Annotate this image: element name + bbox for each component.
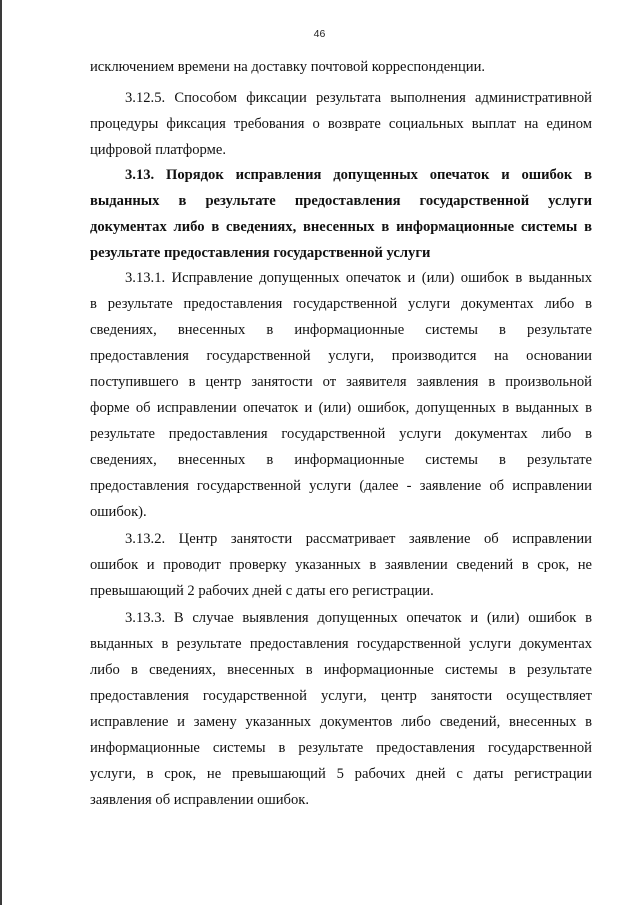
text-line: форме об исправлении опечаток и (или) ошибок, допущенных в выданных в	[90, 400, 592, 416]
text-line: 3.13.1. Исправление допущенных опечаток и (или) ошибок в выданных	[125, 270, 592, 286]
text-line: 3.12.5. Способом фиксации результата выполнения административной	[125, 90, 592, 106]
text-line: ошибок).	[90, 504, 147, 520]
text-line: ошибок и проводит проверку указанных в заявлении сведений в срок, не	[90, 557, 592, 573]
text-line: цифровой платформе.	[90, 142, 226, 158]
text-line: услуги, в срок, не превышающий 5 рабочих дней с даты регистрации	[90, 766, 592, 782]
text-line: исключением времени на доставку почтовой корреспонденции.	[90, 59, 486, 75]
text-line: заявления об исправлении ошибок.	[90, 792, 309, 808]
text-line: предоставления государственной услуги, производится на основании	[90, 348, 592, 364]
text-line: исправление и замену указанных документов либо сведений, внесенных в	[90, 714, 592, 730]
text-line: выданных в результате предоставления государственной услуги документах	[90, 636, 592, 652]
section-heading-line: 3.13. Порядок исправления допущенных опечаток и ошибок в	[125, 167, 592, 183]
text-line: предоставления государственной услуги (далее - заявление об исправлении	[90, 478, 592, 494]
text-line: либо в сведениях, внесенных в информационные системы в результате	[90, 662, 592, 678]
text-line: 3.13.3. В случае выявления допущенных опечаток и (или) ошибок в	[125, 610, 592, 626]
text-line: поступившего в центр занятости от заявителя заявления в произвольной	[90, 374, 592, 390]
text-line: предоставления государственной услуги, центр занятости осуществляет	[90, 688, 592, 704]
text-line: процедуры фиксация требования о возврате социальных выплат на едином	[90, 116, 592, 132]
text-line: в результате предоставления государственной услуги документах либо в	[90, 296, 592, 312]
text-line: 3.13.2. Центр занятости рассматривает заявление об исправлении	[125, 531, 592, 547]
text-line: превышающий 2 рабочих дней с даты его регистрации.	[90, 583, 434, 599]
text-line: сведениях, внесенных в информационные системы в результате	[90, 322, 592, 338]
page-number: 46	[313, 28, 326, 40]
section-heading-line: документах либо в сведениях, внесенных в информационные системы в	[90, 219, 592, 235]
scan-left-edge	[0, 0, 2, 905]
text-line: информационные системы в результате предоставления государственной	[90, 740, 592, 756]
section-heading-line: результате предоставления государственной услуги	[90, 245, 431, 261]
text-line: результате предоставления государственной услуги документах либо в	[90, 426, 592, 442]
section-heading-line: выданных в результате предоставления государственной услуги	[90, 193, 592, 209]
text-line: сведениях, внесенных в информационные системы в результате	[90, 452, 592, 468]
